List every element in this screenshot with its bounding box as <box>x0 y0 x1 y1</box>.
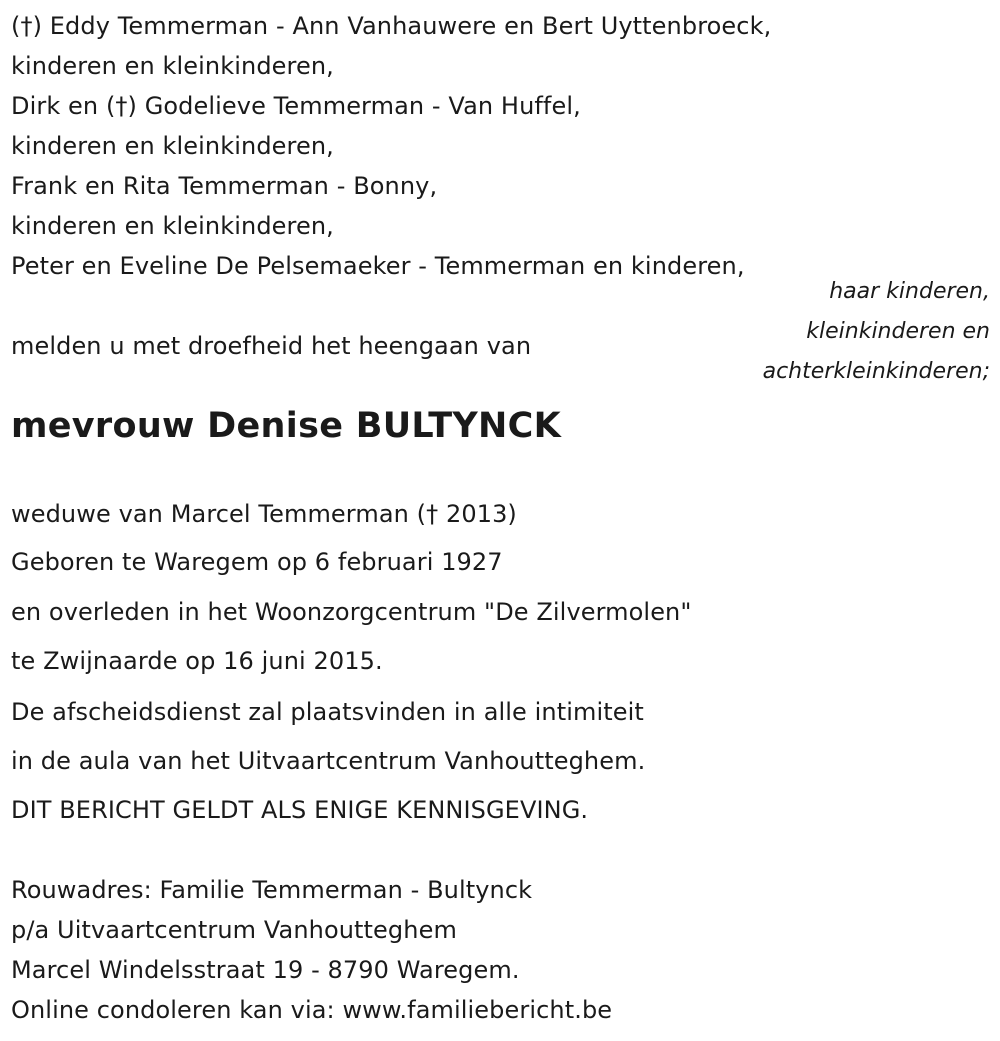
detail-line: en overleden in het Woonzorgcentrum "De Zilvermolen" <box>11 598 692 626</box>
side-note <box>763 272 990 392</box>
family-line: Frank en Rita Temmerman - Bonny, <box>11 172 438 200</box>
side-note-line: achterkleinkinderen; <box>762 359 990 384</box>
side-note-line: kleinkinderen en <box>806 319 990 344</box>
address-line: Rouwadres: Familie Temmerman - Bultynck <box>11 876 533 904</box>
deceased-name: mevrouw Denise BULTYNCK <box>11 406 562 446</box>
detail-line: De afscheidsdienst zal plaatsvinden in alle intimiteit <box>11 698 644 726</box>
family-line: Dirk en (†) Godelieve Temmerman - Van Huffel, <box>11 92 581 120</box>
family-line: kinderen en kleinkinderen, <box>11 212 334 240</box>
address-line: p/a Uitvaartcentrum Vanhoutteghem <box>11 916 457 944</box>
family-line: Peter en Eveline De Pelsemaeker - Temmerman en kinderen, <box>11 252 745 280</box>
detail-line: weduwe van Marcel Temmerman († 2013) <box>11 500 517 528</box>
announcement-text: melden u met droefheid het heengaan van <box>11 332 532 360</box>
detail-line: DIT BERICHT GELDT ALS ENIGE KENNISGEVING. <box>11 796 589 824</box>
condolence-link[interactable]: Online condoleren kan via: www.familiebericht.be <box>11 996 613 1024</box>
family-line: (†) Eddy Temmerman - Ann Vanhauwere en Bert Uyttenbroeck, <box>11 12 772 40</box>
detail-line: Geboren te Waregem op 6 februari 1927 <box>11 548 503 576</box>
detail-line: in de aula van het Uitvaartcentrum Vanhoutteghem. <box>11 747 646 775</box>
family-line: kinderen en kleinkinderen, <box>11 52 334 80</box>
address-line: Marcel Windelsstraat 19 - 8790 Waregem. <box>11 956 520 984</box>
family-line: kinderen en kleinkinderen, <box>11 132 334 160</box>
side-note-line: haar kinderen, <box>829 279 990 304</box>
detail-line: te Zwijnaarde op 16 juni 2015. <box>11 647 383 675</box>
